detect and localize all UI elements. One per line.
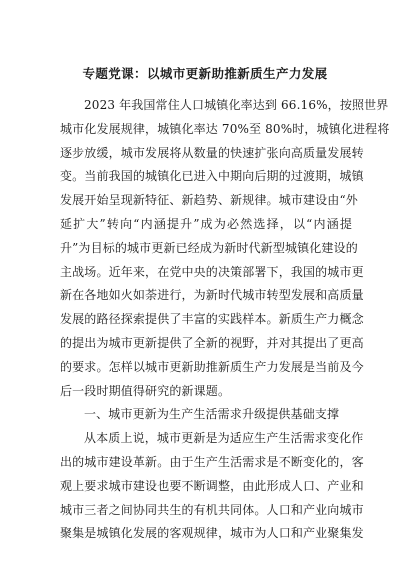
paragraph-line: 后一段时期值得研究的新课题。 xyxy=(60,383,231,398)
paragraph-line: 发展开始呈现新特征、新趋势、新规律。城市建设由“外 xyxy=(60,193,358,208)
paragraph-line: 主战场。近年来，在党中央的决策部署下，我国的城市更 xyxy=(60,264,364,279)
paragraph-line: 逐步放缓，城市发展将从数量的快速扩张向高质量发展转 xyxy=(60,145,364,160)
paragraph-line: 从本质上说，城市更新是为适应生产生活需求变化作 xyxy=(84,431,364,446)
paragraph-line: 的要求。怎样以城市更新助推新质生产力发展是当前及今 xyxy=(60,359,364,374)
document-title: 专题党课：以城市更新助推新质生产力发展 xyxy=(82,66,328,81)
paragraph-line: 出的城市建设革新。由于生产生活需求是不断变化的，客 xyxy=(60,454,364,469)
paragraph-line: 变。当前我国的城镇化已进入中期向后期的过渡期，城镇 xyxy=(60,169,364,184)
paragraph-line: 2023 年我国常住人口城镇化率达到 66.16%，按照世界 xyxy=(84,98,389,112)
paragraph-line: 延扩大”转向“内涵提升”成为必然选择，以“内涵提 xyxy=(60,216,352,231)
document-body xyxy=(60,94,390,546)
paragraph-line: 升”为目标的城市更新已经成为新时代新型城镇化建设的 xyxy=(60,240,358,255)
section-heading: 一、城市更新为生产生活需求升级提供基础支撑 xyxy=(84,407,340,422)
paragraph-line: 的提出为城市更新提供了全新的视野，并对其提出了更高 xyxy=(60,335,364,350)
paragraph-line: 观上要求城市建设也要不断调整，由此形成人口、产业和 xyxy=(60,478,364,493)
paragraph-line: 发展的路径探索提供了丰富的实践样本。新质生产力概念 xyxy=(60,312,364,327)
paragraph-line: 城市化发展规律，城镇化率达 70%至 80%时，城镇化进程将 xyxy=(60,121,390,136)
paragraph-line: 城市三者之间协同共生的有机共同体。人口和产业向城市 xyxy=(60,502,364,517)
paragraph-line: 新在各地如火如荼进行，为新时代城市转型发展和高质量 xyxy=(60,288,364,303)
paragraph-line: 聚集是城镇化发展的客观规律，城市为人口和产业聚集发 xyxy=(60,526,364,541)
